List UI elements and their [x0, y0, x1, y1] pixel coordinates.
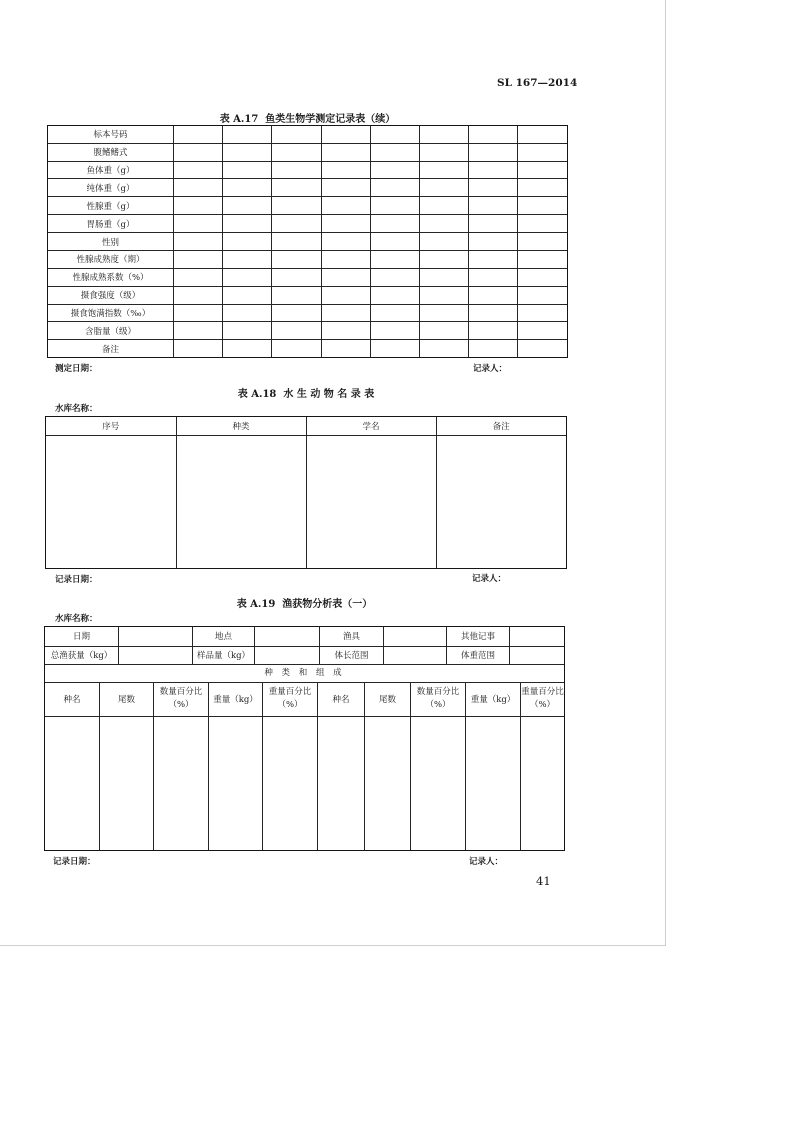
a17-row: [48, 340, 567, 357]
fishing-gear-value-cell: [384, 627, 447, 646]
a18-header-serial: 序号: [46, 417, 176, 435]
a17-blank-cell: [272, 250, 321, 268]
a18-body-cell: [436, 435, 566, 568]
a17-blank-cell: [469, 197, 518, 215]
a17-blank-cell: [419, 215, 468, 233]
a17-blank-cell: [370, 143, 419, 161]
location-value-cell: [255, 627, 320, 646]
a17-blank-cell: [419, 304, 468, 322]
a17-blank-cell: [518, 286, 567, 304]
a18-header-scientific-name: 学名: [306, 417, 436, 435]
a17-row: [48, 304, 567, 322]
a17-row-label: 胃肠重（g）: [48, 215, 174, 233]
a19-body-cell: [209, 717, 263, 850]
a17-blank-cell: [174, 215, 223, 233]
a17-row: [48, 126, 567, 143]
date-label-cell: 日期: [45, 627, 119, 646]
a17-blank-cell: [370, 179, 419, 197]
a17-row: [48, 233, 567, 251]
recorder-label: 记录人：: [473, 364, 508, 374]
a17-blank-cell: [272, 304, 321, 322]
a17-blank-cell: [272, 197, 321, 215]
a17-blank-cell: [174, 250, 223, 268]
record-date-label: 记录日期：: [53, 857, 96, 867]
a17-blank-cell: [469, 304, 518, 322]
a19-body-cell: [365, 717, 411, 850]
a17-blank-cell: [321, 340, 370, 357]
weight-header: 重量（kg）: [209, 683, 263, 717]
a17-row-label: 含脂量（级）: [48, 322, 174, 340]
a17-blank-cell: [469, 161, 518, 179]
a17-row: [48, 215, 567, 233]
a19-body-row: [45, 717, 564, 850]
a17-blank-cell: [223, 143, 272, 161]
other-notes-label-cell: 其他记事: [447, 627, 510, 646]
a17-blank-cell: [518, 215, 567, 233]
a17-row-label: 备注: [48, 340, 174, 357]
a17-blank-cell: [518, 161, 567, 179]
other-notes-value-cell: [510, 627, 565, 646]
a17-blank-cell: [174, 197, 223, 215]
a17-blank-cell: [370, 161, 419, 179]
sample-weight-label-cell: 样品量（kg）: [193, 646, 255, 664]
a17-row-label: 纯体重（g）: [48, 179, 174, 197]
a17-blank-cell: [174, 340, 223, 357]
a17-blank-cell: [370, 250, 419, 268]
table-a19-title: 表 A.19 渔获物分析表（一）: [236, 599, 373, 610]
a17-blank-cell: [223, 268, 272, 286]
a17-blank-cell: [223, 340, 272, 357]
a19-info-row: [45, 646, 564, 664]
a17-blank-cell: [321, 179, 370, 197]
a17-row: [48, 250, 567, 268]
a18-body-cell: [46, 435, 176, 568]
a17-blank-cell: [370, 340, 419, 357]
a17-blank-cell: [370, 268, 419, 286]
a17-blank-cell: [518, 197, 567, 215]
a17-blank-cell: [174, 268, 223, 286]
a17-blank-cell: [518, 340, 567, 357]
a17-row: [48, 268, 567, 286]
fishing-gear-label-cell: 渔具: [320, 627, 384, 646]
a18-header-species: 种类: [176, 417, 306, 435]
a17-blank-cell: [321, 197, 370, 215]
count-header: 尾数: [100, 683, 154, 717]
a17-blank-cell: [321, 286, 370, 304]
a19-info-row: [45, 627, 564, 646]
a17-row-label: 标本号码: [48, 126, 174, 143]
table-a17-body: [48, 126, 567, 357]
a17-blank-cell: [518, 126, 567, 143]
a17-row-label: 摄食饱满指数（‰）: [48, 304, 174, 322]
a17-row-label: 性别: [48, 233, 174, 251]
species-name-header: 种名: [45, 683, 100, 717]
page-number: 41: [536, 874, 551, 888]
a17-row: [48, 322, 567, 340]
a17-row: [48, 161, 567, 179]
a17-blank-cell: [174, 304, 223, 322]
a17-blank-cell: [321, 268, 370, 286]
a19-body-cell: [100, 717, 154, 850]
weight-percent-header: 重量百分比 （%）: [521, 683, 565, 717]
a19-info-table: [45, 627, 564, 665]
a17-blank-cell: [174, 143, 223, 161]
reservoir-name-label: 水库名称：: [55, 404, 98, 414]
a17-blank-cell: [370, 304, 419, 322]
a17-blank-cell: [272, 340, 321, 357]
a17-blank-cell: [518, 143, 567, 161]
a17-blank-cell: [272, 215, 321, 233]
table-a19: [44, 626, 565, 851]
a17-blank-cell: [174, 126, 223, 143]
a17-blank-cell: [370, 197, 419, 215]
body-length-range-label-cell: 体长范围: [320, 646, 384, 664]
species-composition-heading: 种 类 和 组 成: [45, 665, 564, 683]
a17-row-label: 摄食强度（级）: [48, 286, 174, 304]
a17-blank-cell: [469, 250, 518, 268]
document-code: SL 167—2014: [497, 77, 578, 89]
a17-blank-cell: [419, 268, 468, 286]
a17-blank-cell: [272, 143, 321, 161]
a17-blank-cell: [321, 143, 370, 161]
a17-blank-cell: [419, 143, 468, 161]
a17-blank-cell: [272, 322, 321, 340]
count-percent-header: 数量百分比 （%）: [154, 683, 209, 717]
a17-blank-cell: [370, 215, 419, 233]
a17-blank-cell: [469, 233, 518, 251]
a18-body-row: [46, 435, 566, 568]
body-length-range-value-cell: [384, 646, 447, 664]
a17-blank-cell: [223, 286, 272, 304]
table-a18: [45, 416, 567, 569]
body-weight-range-label-cell: 体重范围: [447, 646, 510, 664]
a17-blank-cell: [223, 215, 272, 233]
a17-blank-cell: [223, 197, 272, 215]
table-a17-title: 表 A.17 鱼类生物学测定记录表（续）: [219, 114, 396, 125]
a17-blank-cell: [272, 286, 321, 304]
a17-blank-cell: [174, 179, 223, 197]
a17-blank-cell: [321, 304, 370, 322]
table-a17: [47, 125, 568, 358]
a19-body-cell: [154, 717, 209, 850]
a17-blank-cell: [321, 161, 370, 179]
a17-row-label: 鱼体重（g）: [48, 161, 174, 179]
a17-row-label: 性腺成熟系数（%）: [48, 268, 174, 286]
a19-composition-table: [45, 683, 564, 850]
a17-blank-cell: [419, 250, 468, 268]
a17-blank-cell: [174, 322, 223, 340]
a17-row-label: 腹鳍鳍式: [48, 143, 174, 161]
a17-blank-cell: [370, 322, 419, 340]
a17-blank-cell: [419, 286, 468, 304]
measure-date-label: 测定日期：: [55, 364, 98, 374]
a19-body-cell: [466, 717, 521, 850]
a17-blank-cell: [370, 233, 419, 251]
a17-blank-cell: [518, 322, 567, 340]
a17-blank-cell: [469, 126, 518, 143]
a17-blank-cell: [272, 268, 321, 286]
a17-blank-cell: [223, 161, 272, 179]
a17-blank-cell: [469, 268, 518, 286]
a17-blank-cell: [469, 179, 518, 197]
a17-blank-cell: [518, 179, 567, 197]
a17-row-label: 性腺成熟度（期）: [48, 250, 174, 268]
weight-percent-header: 重量百分比 （%）: [263, 683, 318, 717]
a17-row-label: 性腺重（g）: [48, 197, 174, 215]
a17-blank-cell: [469, 322, 518, 340]
a17-blank-cell: [272, 233, 321, 251]
a17-blank-cell: [321, 233, 370, 251]
reservoir-name-label: 水库名称：: [55, 614, 98, 624]
a17-blank-cell: [419, 179, 468, 197]
recorder-label: 记录人：: [469, 857, 504, 867]
date-value-cell: [119, 627, 193, 646]
a17-blank-cell: [419, 233, 468, 251]
a17-blank-cell: [174, 286, 223, 304]
a19-body-cell: [263, 717, 318, 850]
a17-blank-cell: [223, 179, 272, 197]
total-catch-value-cell: [119, 646, 193, 664]
a17-blank-cell: [518, 268, 567, 286]
a17-row: [48, 286, 567, 304]
a17-blank-cell: [272, 161, 321, 179]
a17-blank-cell: [469, 143, 518, 161]
a17-blank-cell: [321, 126, 370, 143]
weight-header: 重量（kg）: [466, 683, 521, 717]
a17-row: [48, 197, 567, 215]
a17-blank-cell: [419, 340, 468, 357]
a19-body-cell: [521, 717, 565, 850]
a19-body-cell: [411, 717, 466, 850]
a17-row: [48, 179, 567, 197]
location-label-cell: 地点: [193, 627, 255, 646]
a17-blank-cell: [469, 286, 518, 304]
a17-blank-cell: [419, 322, 468, 340]
a17-blank-cell: [370, 286, 419, 304]
a17-blank-cell: [174, 161, 223, 179]
a17-blank-cell: [419, 161, 468, 179]
a17-blank-cell: [223, 126, 272, 143]
a17-blank-cell: [223, 304, 272, 322]
a18-body-cell: [306, 435, 436, 568]
a19-body-cell: [45, 717, 100, 850]
a17-blank-cell: [518, 233, 567, 251]
a17-blank-cell: [321, 322, 370, 340]
a17-blank-cell: [321, 215, 370, 233]
count-percent-header: 数量百分比 （%）: [411, 683, 466, 717]
recorder-label: 记录人：: [472, 574, 507, 584]
total-catch-label-cell: 总渔获量（kg）: [45, 646, 119, 664]
table-a18-title: 表 A.18 水 生 动 物 名 录 表: [237, 389, 375, 400]
a17-blank-cell: [223, 250, 272, 268]
a17-blank-cell: [223, 233, 272, 251]
a18-header-row: [46, 417, 566, 435]
a17-blank-cell: [469, 340, 518, 357]
a17-blank-cell: [419, 197, 468, 215]
count-header: 尾数: [365, 683, 411, 717]
a17-blank-cell: [518, 250, 567, 268]
a17-blank-cell: [223, 322, 272, 340]
a17-blank-cell: [469, 215, 518, 233]
a17-blank-cell: [419, 126, 468, 143]
a17-blank-cell: [518, 304, 567, 322]
a17-blank-cell: [321, 250, 370, 268]
body-weight-range-value-cell: [510, 646, 565, 664]
a18-header-remarks: 备注: [436, 417, 566, 435]
a17-blank-cell: [272, 126, 321, 143]
a17-blank-cell: [272, 179, 321, 197]
a17-blank-cell: [370, 126, 419, 143]
sample-weight-value-cell: [255, 646, 320, 664]
a17-row: [48, 143, 567, 161]
a18-body-cell: [176, 435, 306, 568]
species-name-header: 种名: [318, 683, 365, 717]
a19-header-row: [45, 683, 564, 717]
a19-body-cell: [318, 717, 365, 850]
record-date-label: 记录日期：: [55, 575, 98, 585]
a17-blank-cell: [174, 233, 223, 251]
